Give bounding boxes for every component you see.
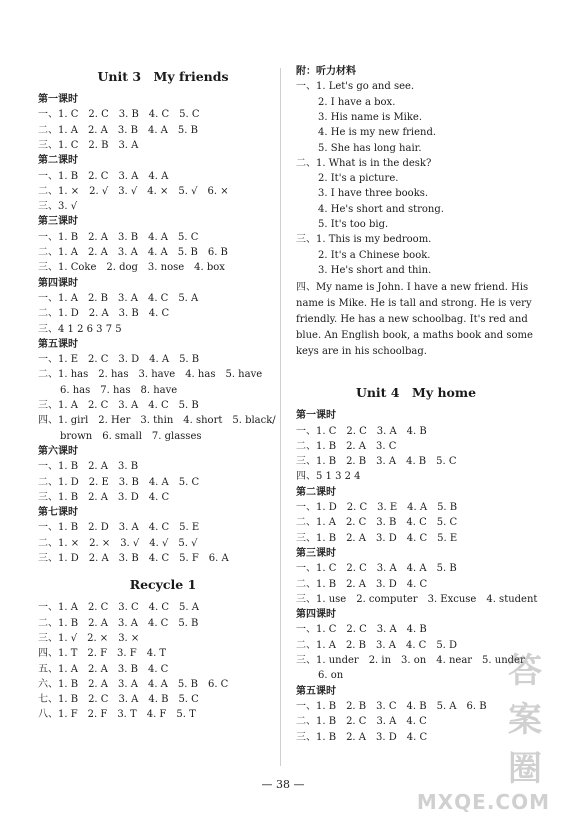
answer-line: 三、1. C 2. B 3. A xyxy=(38,139,139,151)
answer-line: 三、1. B 2. A 3. D 4. C xyxy=(296,731,428,743)
watermark-url: MXQE.COM xyxy=(416,790,550,814)
lesson-title: 第七课时 xyxy=(38,507,78,519)
answer-line: 一、1. E 2. C 3. D 4. A 5. B xyxy=(38,354,200,366)
answer-line: 二、1. A 2. A 3. B 4. A 5. B xyxy=(38,124,198,136)
answer-line: 二、1. × 2. × 3. √ 4. √ 5. √ xyxy=(38,537,198,549)
answer-line: 3. I have three books. xyxy=(318,188,429,200)
answer-line: 二、1. What is in the desk? xyxy=(296,157,432,169)
answer-line: 2. It's a picture. xyxy=(318,173,399,185)
lesson-title: 第二课时 xyxy=(38,155,78,167)
watermark-logo-text: 答案圈 xyxy=(508,651,544,789)
lesson-title: 第五课时 xyxy=(38,338,78,350)
answer-line: 4. He is my new friend. xyxy=(318,127,437,139)
answer-line: 一、1. C 2. C 3. B 4. C 5. C xyxy=(38,109,200,121)
answer-line: 七、1. B 2. C 3. A 4. B 5. C xyxy=(38,694,199,706)
page-number: — 38 — xyxy=(261,778,305,791)
lesson-title: 第四课时 xyxy=(296,609,336,621)
answer-line: 八、1. F 2. F 3. T 4. F 5. T xyxy=(38,709,196,721)
answer-line: 二、1. B 2. A 3. C xyxy=(296,440,397,452)
answer-line: 五、1. A 2. A 3. B 4. C xyxy=(38,663,169,675)
lesson-title: 第一课时 xyxy=(296,410,336,422)
answer-line: 一、1. B 2. A 3. B 4. A 5. C xyxy=(38,231,199,243)
answer-line: 三、1. use 2. computer 3. Excuse 4. student xyxy=(296,593,538,605)
answer-line: 二、1. A 2. B 3. A 4. C 5. D xyxy=(296,639,458,651)
answer-line: 二、1. B 2. A 3. D 4. C xyxy=(296,578,428,590)
answer-line: 一、1. A 2. B 3. A 4. C 5. A xyxy=(38,292,199,304)
answer-line: 一、1. Let's go and see. xyxy=(296,81,415,93)
column-divider xyxy=(280,68,281,766)
answer-line: 一、1. C 2. C 3. A 4. B xyxy=(296,425,427,437)
lesson-title: 第三课时 xyxy=(38,216,78,228)
answer-line: 一、1. A 2. C 3. C 4. C 5. A xyxy=(38,602,199,614)
lesson-title: 第六课时 xyxy=(38,445,78,457)
answer-line: 二、1. D 2. A 3. B 4. C xyxy=(38,308,170,320)
section-heading: Unit 3 My friends xyxy=(97,69,229,84)
answer-line: 6. on xyxy=(318,670,344,682)
answer-line: 二、1. D 2. E 3. B 4. A 5. C xyxy=(38,476,200,488)
answer-line: 二、1. B 2. C 3. A 4. C xyxy=(296,716,427,728)
answer-line: 三、1. This is my bedroom. xyxy=(296,234,432,246)
answer-line: 5. She has long hair. xyxy=(318,142,422,154)
answer-line: 一、1. B 2. C 3. A 4. A xyxy=(38,170,169,182)
answer-line: 三、1. Coke 2. dog 3. nose 4. box xyxy=(38,262,225,274)
answer-line: brown 6. small 7. glasses xyxy=(60,430,202,442)
lesson-title: 第三课时 xyxy=(296,547,336,559)
answer-line: 三、4 1 2 6 3 7 5 xyxy=(38,323,122,335)
answer-line: 2. I have a box. xyxy=(318,96,396,108)
lesson-title: 第五课时 xyxy=(296,685,336,697)
listening-passage: 四、My name is John. I have a new friend. His name is Mike. He is tall and strong. He is very friendly. He has a new schoolbag. It's red and blue. An English book, a maths book and some keys are in his schoolbag. xyxy=(296,282,533,358)
answer-line: 三、1. D 2. A 3. B 4. C 5. F 6. A xyxy=(38,553,229,564)
answer-line: 四、1. girl 2. Her 3. thin 4. short 5. black/ xyxy=(38,415,276,427)
answer-line: 一、1. B 2. A 3. B xyxy=(38,461,139,473)
answer-line: 一、1. B 2. D 3. A 4. C 5. E xyxy=(38,522,200,534)
answer-line: 一、1. D 2. C 3. E 4. A 5. B xyxy=(296,502,458,513)
lesson-title: 附：听力材料 xyxy=(296,66,356,77)
answer-line: 三、1. under 2. in 3. on 4. near 5. under xyxy=(296,655,525,666)
answer-line: 4. He's short and strong. xyxy=(318,203,444,215)
answer-line: 3. He's short and thin. xyxy=(318,264,432,276)
answer-line: 三、3. √ xyxy=(38,201,78,213)
answer-line: 一、1. B 2. B 3. C 4. B 5. A 6. B xyxy=(296,700,487,712)
lesson-title: 第一课时 xyxy=(38,94,78,105)
answer-line: 二、1. A 2. C 3. B 4. C 5. C xyxy=(296,517,458,529)
answer-line: 三、1. B 2. B 3. A 4. B 5. C xyxy=(296,456,457,468)
answer-line: 二、1. has 2. has 3. have 4. has 5. have xyxy=(38,369,263,381)
answer-line: 四、1. T 2. F 3. F 4. T xyxy=(38,648,167,660)
answer-line: 二、1. A 2. A 3. A 4. A 5. B 6. B xyxy=(38,247,228,258)
answer-line: 6. has 7. has 8. have xyxy=(60,384,178,396)
answer-line: 一、1. C 2. C 3. A 4. A 5. B xyxy=(296,563,457,575)
lesson-title: 第二课时 xyxy=(296,486,336,498)
answer-line: 四、5 1 3 2 4 xyxy=(296,471,361,483)
answer-line: 二、1. × 2. √ 3. √ 4. × 5. √ 6. × xyxy=(38,185,229,197)
answer-line: 3. His name is Mike. xyxy=(318,111,423,123)
answer-line: 三、1. A 2. C 3. A 4. C 5. B xyxy=(38,400,199,411)
section-heading: Recycle 1 xyxy=(129,577,197,593)
lesson-title: 第四课时 xyxy=(38,277,78,289)
answer-line: 二、1. B 2. A 3. A 4. C 5. B xyxy=(38,617,199,629)
answer-line: 一、1. C 2. C 3. A 4. B xyxy=(296,624,427,636)
answer-line: 2. It's a Chinese book. xyxy=(318,249,431,261)
answer-line: 三、1. B 2. A 3. D 4. C xyxy=(38,491,170,503)
section-heading: Unit 4 My home xyxy=(355,385,477,401)
answer-line: 5. It's too big. xyxy=(318,219,389,230)
answer-line: 六、1. B 2. A 3. A 4. A 5. B 6. C xyxy=(38,678,229,690)
answer-line: 三、1. √ 2. × 3. × xyxy=(38,632,140,644)
answer-line: 三、1. B 2. A 3. D 4. C 5. E xyxy=(296,532,458,544)
